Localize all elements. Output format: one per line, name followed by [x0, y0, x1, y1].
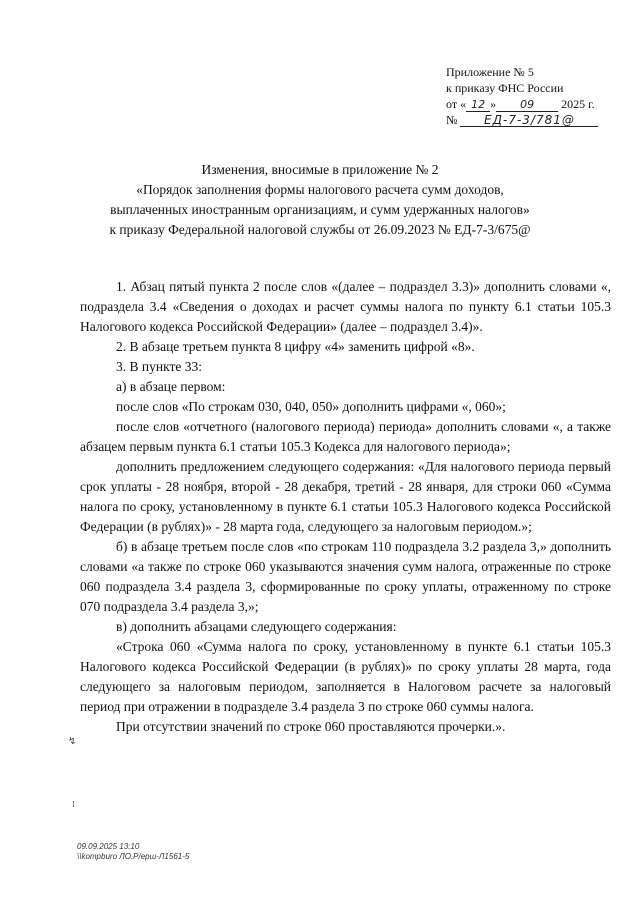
title-line-2: «Порядок заполнения формы налогового расчета сумм доходов,: [136, 182, 504, 197]
appendix-order-ref: к приказу ФНС России: [446, 81, 564, 95]
document-title: [80, 160, 560, 240]
paragraph-v2: При отсутствии значений по строке 060 проставляются прочерки.».: [116, 719, 506, 734]
body-text: [80, 277, 611, 737]
footer-path: \\kompburo ЛО.Р/ерш-Л1561-5: [77, 852, 190, 861]
paragraph-a-title: а) в абзаце первом:: [116, 379, 226, 394]
footer: [77, 842, 189, 862]
paragraph-a3: дополнить предложением следующего содержания: «Для налогового периода первый срок уплаты - 28 ноября, второй - 28 декабря, третий - 28 января, для строки 060 «Сумма налога по сроку, установленному в пункте 6.1 статьи 105.3 Налогового кодекса Российской Федерации (в рублях)» - 28 марта года, следующего за налоговым периодом.»;: [80, 459, 611, 534]
title-line-1: Изменения, вносимые в приложение № 2: [201, 162, 439, 177]
paragraph-b: б) в абзаце третьем после слов «по строкам 110 подраздела 3.2 раздела 3,» дополнить словами «а также по строке 060 указываются значения сумм налога, отраженные по строке 060 подраздела 3.4 раздела 3, сформированные по сроку уплаты, отраженному по строке 070 подраздела 3.4 раздела 3,»;: [80, 539, 611, 614]
order-number: ЕД-7-3/781@: [460, 114, 598, 127]
paragraph-item-1: 1. Абзац пятый пункта 2 после слов «(далее – подраздел 3.3)» дополнить словами «, подраздела 3.4 «Сведения о доходах и расчет суммы налога по пункту 6.1 статьи 105.3 Налогового кодекса Российской Федерации» (далее – подраздел 3.4)».: [80, 279, 611, 334]
date-day: 12: [466, 99, 490, 112]
paragraph-a2: после слов «отчетного (налогового периода) периода» дополнить словами «, а также абзацем первым пункта 6.1 статьи 105.3 Кодекса для налогового периода»;: [80, 419, 611, 454]
appendix-date: от « 12 » 09 2025 г.: [446, 97, 595, 111]
date-year: 2025 г.: [561, 97, 595, 111]
date-month: 09: [496, 99, 558, 112]
paragraph-v1: «Строка 060 «Сумма налога по сроку, установленному в пункте 6.1 статьи 105.3 Налогового кодекса Российской Федерации (в рублях)» по сроку уплаты 28 марта, года следующего за налоговым периодом, заполняется в Налоговом расчете за налоговый период при отражении в подразделе 3.4 раздела 3 по строке 060 суммы налога.: [80, 639, 611, 714]
paragraph-a1: после слов «По строкам 030, 040, 050» дополнить цифрами «, 060»;: [116, 399, 506, 414]
title-line-3: выплаченных иностранным организациям, и сумм удержанных налогов»: [110, 202, 530, 217]
paragraph-item-3: 3. В пункте 33:: [116, 359, 202, 374]
paragraph-v-title: в) дополнить абзацами следующего содержания:: [116, 619, 397, 634]
footer-timestamp: 09.09.2025 13:10: [77, 842, 140, 851]
appendix-title: Приложение № 5: [446, 65, 534, 79]
appendix-number: № ЕД-7-3/781@: [446, 112, 616, 128]
title-line-4: к приказу Федеральной налоговой службы от 26.09.2023 № ЕД-7-3/675@: [109, 222, 531, 237]
appendix-block: [446, 64, 616, 128]
margin-mark-icon: ↯: [68, 736, 77, 747]
margin-scribble-icon: ⁞: [72, 800, 75, 810]
paragraph-item-2: 2. В абзаце третьем пункта 8 цифру «4» заменить цифрой «8».: [116, 339, 475, 354]
